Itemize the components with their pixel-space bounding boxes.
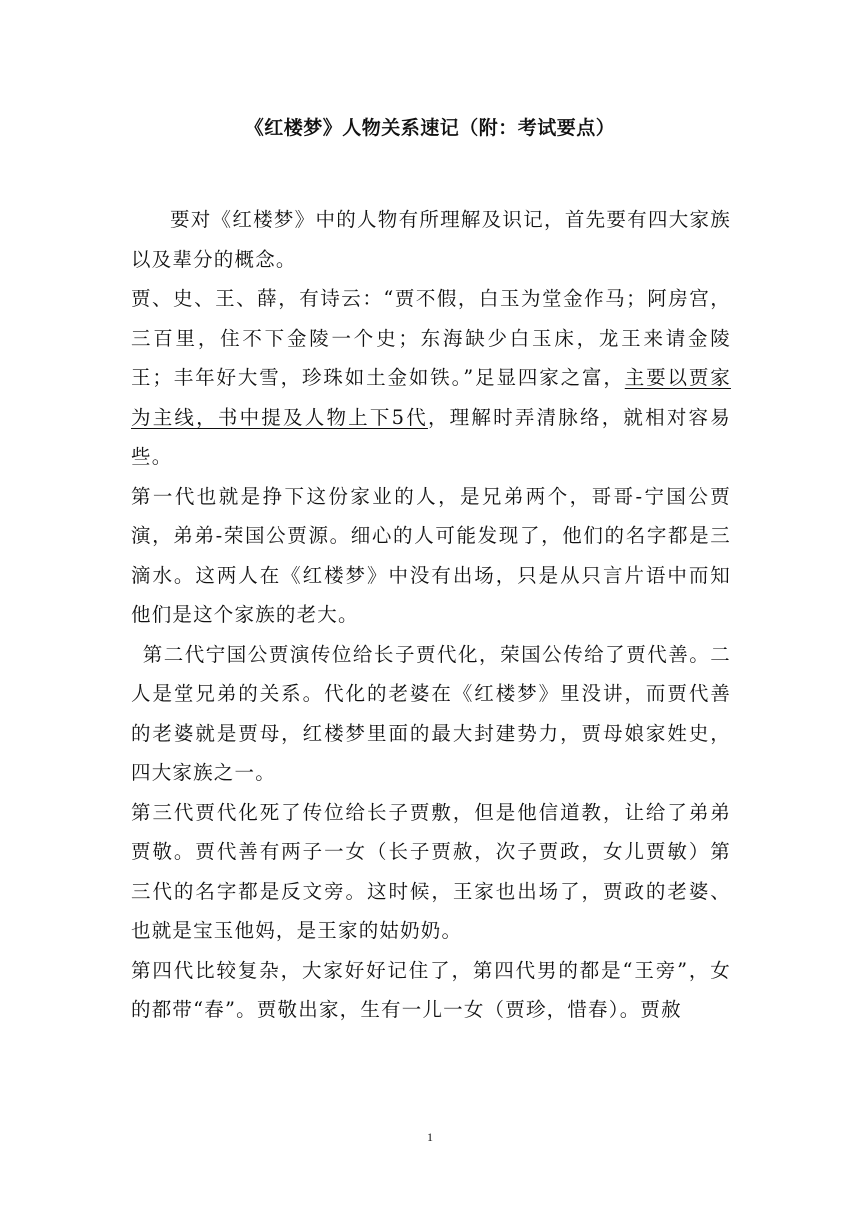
paragraph-four-families [131,279,731,477]
paragraph-intro: 要对《红楼梦》中的人物有所理解及识记，首先要有四大家族以及辈分的概念。 [131,208,731,271]
page-number: 1 [427,1130,433,1144]
paragraph-fourth-generation: 第四代比较复杂，大家好好记住了，第四代男的都是“王旁”，女的都带“春”。贾敬出家，生有一儿一女（贾珍，惜春）。贾赦 [131,958,731,1021]
document-title: 《红楼梦》人物关系速记（附：考试要点） [244,117,616,139]
underlined-key-point: 主要以贾家为主线，书中提及人物上下5代 [131,366,731,429]
paragraph-first-generation: 第一代也就是挣下这份家业的人，是兄弟两个，哥哥-宁国公贾演，弟弟-荣国公贾源。细心的人可能发现了，他们的名字都是三滴水。这两人在《红楼梦》中没有出场，只是从只言片语中而知他们是这个家族的老大。 [131,484,731,626]
paragraph-four-families-tail: ，理解时弄清脉络，就相对容易些。 [131,405,731,468]
paragraph-four-families-text: 贾、史、王、薛，有诗云：“贾不假，白玉为堂金作马；阿房宫，三百里，住不下金陵一个史；东海缺少白玉床，龙王来请金陵王；丰年好大雪，珍珠如土金如铁。”足显四家之富， [131,287,731,389]
paragraph-second-generation: 第二代宁国公贾演传位给长子贾代化，荣国公传给了贾代善。二人是堂兄弟的关系。代化的老婆在《红楼梦》里没讲，而贾代善的老婆就是贾母，红楼梦里面的最大封建势力，贾母娘家姓史，四大家族之一。 [131,642,731,784]
paragraph-third-generation: 第三代贾代化死了传位给长子贾敷，但是他信道教，让给了弟弟贾敬。贾代善有两子一女（长子贾赦，次子贾政，女儿贾敏）第三代的名字都是反文旁。这时候，王家也出场了，贾政的老婆、也就是宝玉他妈，是王家的姑奶奶。 [131,800,731,942]
document-body [131,200,731,1030]
